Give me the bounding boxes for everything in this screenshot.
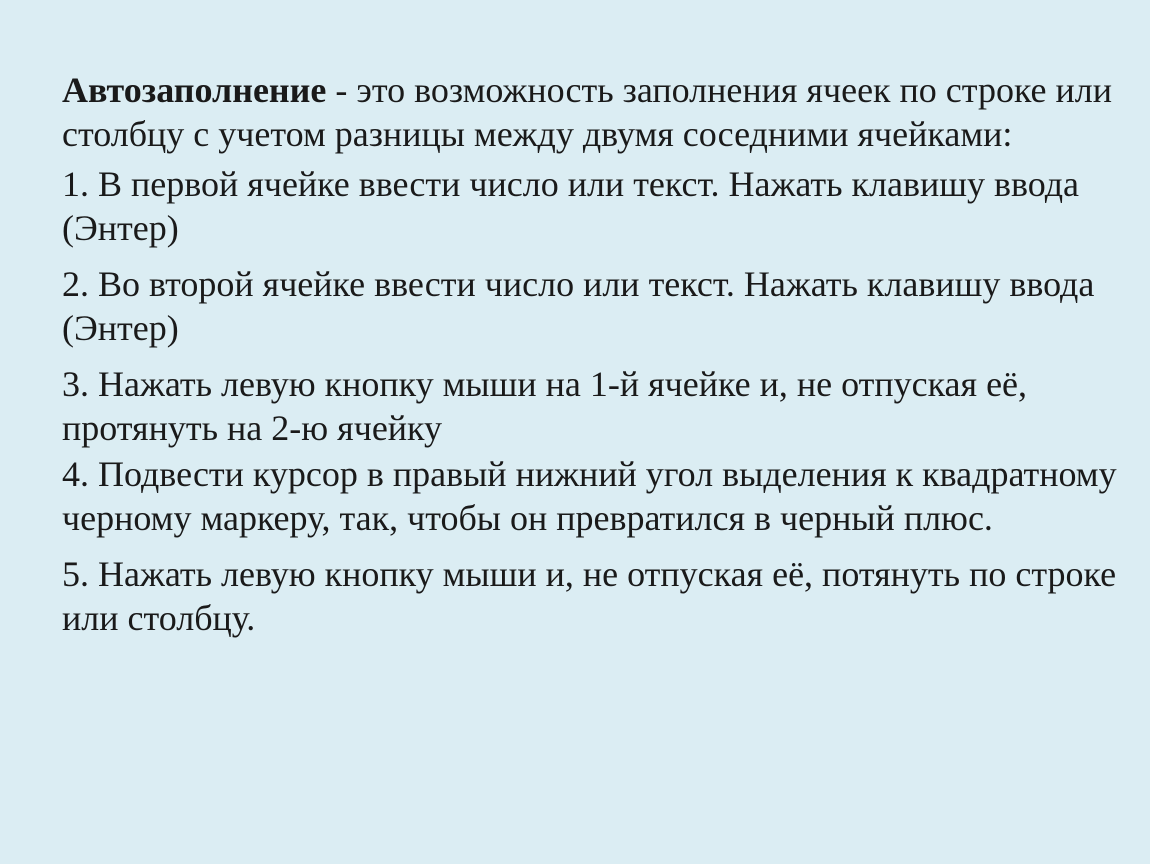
definition-paragraph [62,68,1122,156]
step-3: 3. Нажать левую кнопку мыши на 1-й ячейке и, не отпуская её, протянуть на 2-ю ячейку [62,364,1028,448]
steps-list [62,162,1122,640]
step-5: 5. Нажать левую кнопку мыши и, не отпуская её, потянуть по строке или столбцу. [62,554,1117,638]
step-4: 4. Подвести курсор в правый нижний угол выделения к квадратному черному маркеру, так, чтобы он превратился в черный плюс. [62,454,1117,538]
slide-content [62,68,1122,652]
definition-term: Автозаполнение [62,70,327,110]
step-1: 1. В первой ячейке ввести число или текст. Нажать клавишу ввода (Энтер) [62,164,1079,248]
step-2: 2. Во второй ячейке ввести число или текст. Нажать клавишу ввода (Энтер) [62,264,1095,348]
definition-text: - это возможность заполнения ячеек по строке или столбцу с учетом разницы между двумя соседними ячейками: [62,70,1113,154]
